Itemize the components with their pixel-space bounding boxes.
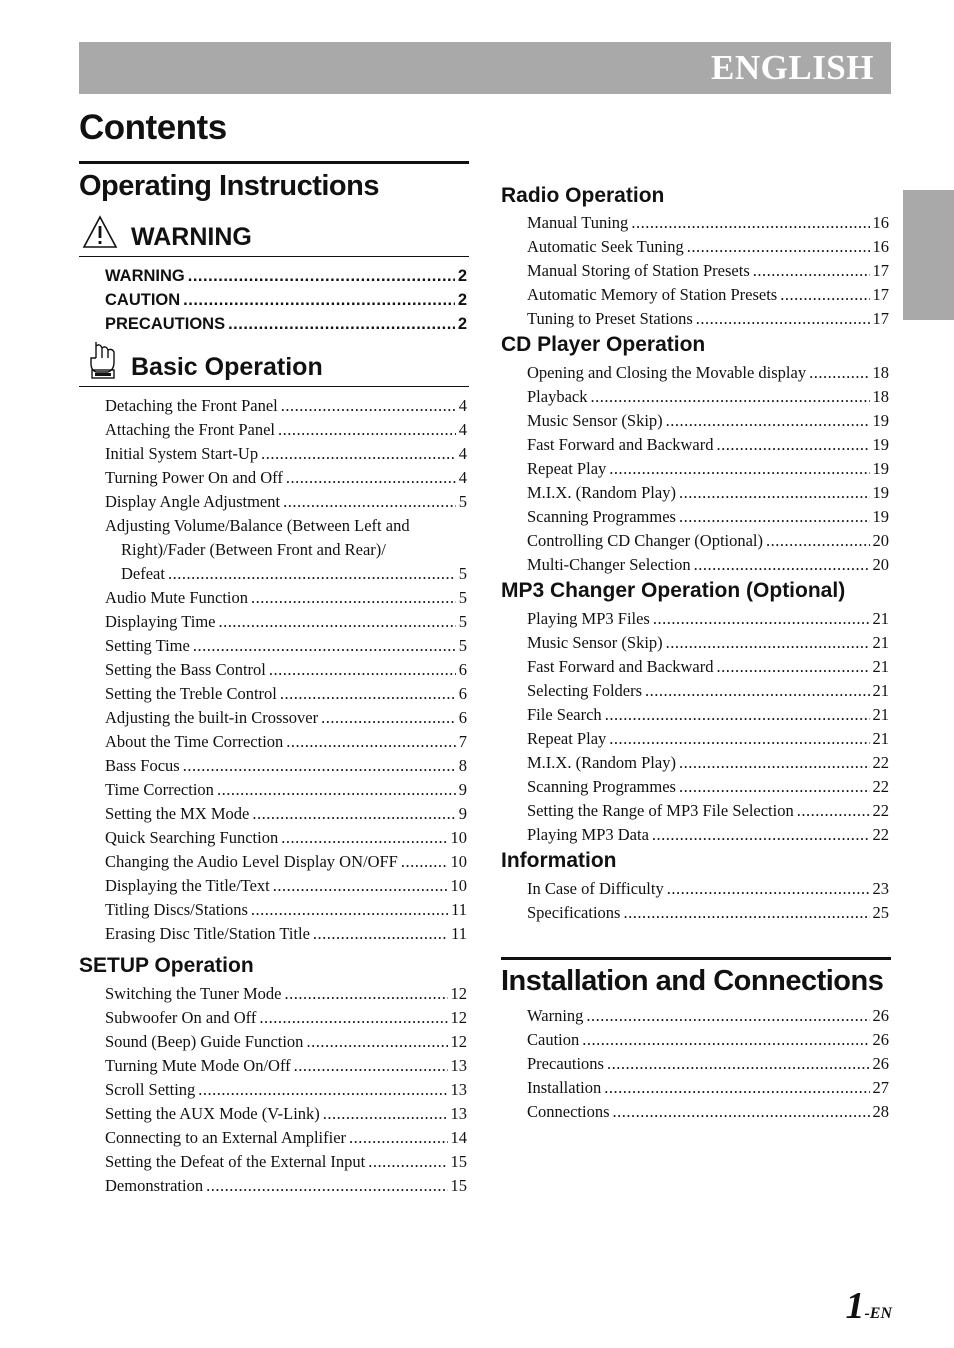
- toc-leader-dots: [286, 466, 456, 490]
- toc-entry-label: Switching the Tuner Mode: [105, 984, 282, 1003]
- toc-entry[interactable]: [105, 826, 467, 850]
- toc-entry[interactable]: [105, 288, 467, 312]
- toc-page-number: 22: [872, 801, 889, 820]
- installation-toc-list: [527, 1004, 889, 1124]
- toc-leader-dots: [259, 1006, 447, 1030]
- toc-leader-dots: [609, 457, 869, 481]
- section-rule: [79, 256, 469, 257]
- toc-page-number: 21: [872, 681, 889, 700]
- toc-entry[interactable]: [527, 283, 889, 307]
- toc-entry-label: Specifications: [527, 903, 621, 922]
- toc-leader-dots: [273, 874, 448, 898]
- toc-entry-label: Setting the AUX Mode (V-Link): [105, 1104, 320, 1123]
- setup-operation-title: SETUP Operation: [79, 954, 254, 977]
- toc-entry[interactable]: [105, 778, 467, 802]
- toc-entry-label: M.I.X. (Random Play): [527, 753, 676, 772]
- toc-page-number: 19: [872, 411, 889, 430]
- toc-page-number: 21: [872, 705, 889, 724]
- toc-page-number: 5: [458, 564, 467, 583]
- toc-page-number: 17: [872, 309, 889, 328]
- toc-page-number: 6: [458, 660, 467, 679]
- toc-entry[interactable]: [105, 1102, 467, 1126]
- toc-page-number: 17: [872, 285, 889, 304]
- toc-entry[interactable]: [105, 634, 467, 658]
- toc-leader-dots: [321, 706, 456, 730]
- toc-page-number: 13: [450, 1104, 467, 1123]
- toc-page-number: 22: [872, 777, 889, 796]
- toc-entry-label: Scanning Programmes: [527, 777, 676, 796]
- toc-entry-label: Opening and Closing the Movable display: [527, 363, 807, 382]
- toc-entry-label: Bass Focus: [105, 756, 180, 775]
- toc-page-number: 26: [872, 1054, 889, 1073]
- toc-entry-label: Erasing Disc Title/Station Title: [105, 924, 310, 943]
- toc-page-number: 20: [872, 531, 889, 550]
- toc-page-number: 15: [450, 1176, 467, 1195]
- toc-leader-dots: [623, 901, 869, 925]
- toc-leader-dots: [717, 655, 870, 679]
- toc-leader-dots: [251, 898, 448, 922]
- toc-entry-label: Sound (Beep) Guide Function: [105, 1032, 304, 1051]
- toc-entry-label: Controlling CD Changer (Optional): [527, 531, 764, 550]
- toc-page-number: 13: [450, 1056, 467, 1075]
- toc-entry-label: Subwoofer On and Off: [105, 1008, 257, 1027]
- toc-entry[interactable]: [105, 802, 467, 826]
- toc-entry-label: M.I.X. (Random Play): [527, 483, 676, 502]
- toc-entry[interactable]: [527, 385, 889, 409]
- toc-leader-dots: [797, 799, 870, 823]
- toc-entry-label: Installation: [527, 1078, 602, 1097]
- toc-entry[interactable]: [527, 799, 889, 823]
- toc-page-number: 13: [450, 1080, 467, 1099]
- section-rule: [79, 161, 469, 164]
- toc-entry[interactable]: [527, 235, 889, 259]
- toc-entry[interactable]: [105, 706, 467, 730]
- toc-leader-dots: [679, 775, 870, 799]
- toc-entry-label: Changing the Audio Level Display ON/OFF: [105, 852, 398, 871]
- toc-entry-label: Fast Forward and Backward: [527, 657, 714, 676]
- toc-page-number: 22: [872, 753, 889, 772]
- toc-page-number: 26: [872, 1006, 889, 1025]
- toc-entry[interactable]: [527, 259, 889, 283]
- toc-entry[interactable]: [527, 1052, 889, 1076]
- toc-leader-dots: [652, 823, 870, 847]
- toc-page-number: 12: [450, 1032, 467, 1051]
- toc-entry[interactable]: [527, 901, 889, 925]
- toc-leader-dots: [183, 754, 456, 778]
- section-rule: [501, 957, 891, 960]
- mp3-changer-operation-title: MP3 Changer Operation (Optional): [501, 579, 846, 602]
- toc-leader-dots: [280, 682, 456, 706]
- toc-entry-label: Music Sensor (Skip): [527, 633, 663, 652]
- toc-entry[interactable]: [105, 1054, 467, 1078]
- setup-toc-list: [105, 982, 467, 1198]
- information-toc-list: [527, 877, 889, 925]
- toc-page-number: 21: [872, 609, 889, 628]
- toc-entry[interactable]: [105, 264, 467, 288]
- toc-entry[interactable]: [527, 703, 889, 727]
- toc-entry-label: Adjusting the built-in Crossover: [105, 708, 319, 727]
- toc-leader-dots: [278, 418, 456, 442]
- toc-entry[interactable]: [527, 481, 889, 505]
- toc-page-number: 21: [872, 729, 889, 748]
- toc-page-number: 7: [458, 732, 467, 751]
- toc-page-number: 19: [872, 435, 889, 454]
- toc-entry[interactable]: [527, 679, 889, 703]
- toc-leader-dots: [206, 1174, 447, 1198]
- toc-entry[interactable]: [105, 312, 467, 336]
- toc-leader-dots: [667, 877, 870, 901]
- toc-leader-dots: [183, 288, 455, 312]
- toc-leader-dots: [401, 850, 448, 874]
- toc-entry-label: Titling Discs/Stations: [105, 900, 248, 919]
- toc-entry[interactable]: [527, 727, 889, 751]
- language-label: ENGLISH: [711, 48, 874, 87]
- basic-toc-multiline: [105, 514, 467, 586]
- toc-leader-dots: [217, 778, 456, 802]
- toc-leader-dots: [188, 264, 455, 288]
- toc-page-number: 23: [872, 879, 889, 898]
- toc-leader-dots: [313, 922, 448, 946]
- toc-page-number: 12: [450, 1008, 467, 1027]
- toc-entry[interactable]: [527, 607, 889, 631]
- toc-entry[interactable]: [527, 457, 889, 481]
- toc-leader-dots: [666, 631, 870, 655]
- toc-leader-dots: [582, 1028, 869, 1052]
- toc-leader-dots: [261, 442, 456, 466]
- basic-operation-title: Basic Operation: [131, 353, 323, 381]
- toc-entry-label: WARNING: [105, 267, 185, 285]
- toc-page-number: 20: [872, 555, 889, 574]
- toc-leader-dots: [281, 826, 447, 850]
- section-rule: [79, 386, 469, 387]
- toc-entry-label: Demonstration: [105, 1176, 204, 1195]
- toc-leader-dots: [281, 394, 456, 418]
- toc-entry[interactable]: [105, 1174, 467, 1198]
- hand-icon: [88, 340, 118, 380]
- toc-leader-dots: [679, 505, 870, 529]
- toc-leader-dots: [193, 634, 456, 658]
- toc-page-number: 21: [872, 657, 889, 676]
- toc-page-number: 4: [458, 444, 467, 463]
- toc-page-number: 8: [458, 756, 467, 775]
- toc-entry-label: Multi-Changer Selection: [527, 555, 691, 574]
- toc-leader-dots: [269, 658, 456, 682]
- toc-leader-dots: [717, 433, 870, 457]
- toc-page-number: 11: [451, 924, 467, 943]
- toc-leader-dots: [609, 727, 869, 751]
- toc-entry-label: Fast Forward and Backward: [527, 435, 714, 454]
- toc-entry-label: Automatic Memory of Station Presets: [527, 285, 778, 304]
- toc-entry-label: Tuning to Preset Stations: [527, 309, 693, 328]
- toc-leader-dots: [696, 307, 870, 331]
- toc-entry-label: Defeat: [121, 564, 165, 583]
- toc-entry[interactable]: [105, 466, 467, 490]
- toc-entry[interactable]: [105, 754, 467, 778]
- toc-page-number: 16: [872, 213, 889, 232]
- toc-page-number: 5: [458, 588, 467, 607]
- toc-entry[interactable]: [105, 1078, 467, 1102]
- toc-entry[interactable]: [105, 586, 467, 610]
- toc-page-number: 5: [458, 612, 467, 631]
- toc-entry-label: Attaching the Front Panel: [105, 420, 276, 439]
- radio-operation-title: Radio Operation: [501, 184, 665, 207]
- page-number: [845, 1284, 892, 1328]
- toc-page-number: 5: [458, 492, 467, 511]
- toc-leader-dots: [294, 1054, 448, 1078]
- toc-entry[interactable]: [527, 307, 889, 331]
- toc-entry-label: Adjusting Volume/Balance (Between Left and: [105, 516, 410, 535]
- toc-entry[interactable]: [105, 442, 467, 466]
- toc-entry[interactable]: [105, 730, 467, 754]
- toc-leader-dots: [252, 802, 455, 826]
- operating-instructions-title: Operating Instructions: [79, 170, 379, 202]
- toc-leader-dots: [168, 562, 456, 586]
- toc-entry-label: Displaying the Title/Text: [105, 876, 270, 895]
- toc-leader-dots: [604, 1076, 869, 1100]
- page-number-suffix: -EN: [864, 1305, 892, 1322]
- toc-page-number: 4: [458, 396, 467, 415]
- toc-entry-label: Automatic Seek Tuning: [527, 237, 684, 256]
- toc-entry[interactable]: [105, 394, 467, 418]
- toc-page-number: 25: [872, 903, 889, 922]
- toc-page-number: 18: [872, 363, 889, 382]
- toc-page-number: 18: [872, 387, 889, 406]
- toc-page-number: 12: [450, 984, 467, 1003]
- basic-toc-list: [105, 394, 467, 514]
- toc-leader-dots: [679, 751, 870, 775]
- toc-entry-label: Precautions: [527, 1054, 604, 1073]
- toc-entry-label: Playing MP3 Data: [527, 825, 649, 844]
- toc-page-number: 10: [450, 876, 467, 895]
- toc-page-number: 10: [450, 852, 467, 871]
- toc-entry-label: PRECAUTIONS: [105, 315, 226, 333]
- toc-page-number: 28: [872, 1102, 889, 1121]
- toc-leader-dots: [218, 610, 455, 634]
- toc-entry-label: Repeat Play: [527, 459, 607, 478]
- toc-entry[interactable]: [105, 850, 467, 874]
- toc-entry[interactable]: [105, 874, 467, 898]
- toc-leader-dots: [284, 982, 447, 1006]
- toc-entry[interactable]: [527, 211, 889, 235]
- toc-leader-dots: [613, 1100, 870, 1124]
- toc-leader-dots: [631, 211, 869, 235]
- toc-page-number: 4: [458, 420, 467, 439]
- toc-page-number: 19: [872, 483, 889, 502]
- information-title: Information: [501, 849, 617, 872]
- toc-entry-label: About the Time Correction: [105, 732, 284, 751]
- toc-page-number: 2: [457, 291, 467, 309]
- toc-entry[interactable]: [105, 658, 467, 682]
- toc-entry-label: Setting the MX Mode: [105, 804, 250, 823]
- toc-page-number: 2: [457, 267, 467, 285]
- mp3-toc-list: [527, 607, 889, 847]
- toc-entry-label: Music Sensor (Skip): [527, 411, 663, 430]
- warning-toc-list: [105, 264, 467, 336]
- toc-entry-label: CAUTION: [105, 291, 181, 309]
- language-header-bar: [79, 42, 891, 94]
- toc-entry-label: Scanning Programmes: [527, 507, 676, 526]
- toc-entry[interactable]: [105, 514, 467, 586]
- toc-leader-dots: [605, 703, 870, 727]
- warning-section-title: WARNING: [131, 223, 252, 251]
- toc-entry-label: Quick Searching Function: [105, 828, 279, 847]
- toc-page-number: 27: [872, 1078, 889, 1097]
- warning-triangle-icon: [82, 215, 118, 249]
- toc-entry[interactable]: [105, 1030, 467, 1054]
- toc-page-number: 21: [872, 633, 889, 652]
- toc-page-number: 19: [872, 459, 889, 478]
- toc-page-number: 22: [872, 825, 889, 844]
- toc-entry[interactable]: [105, 1006, 467, 1030]
- installation-connections-title: Installation and Connections: [501, 965, 884, 997]
- toc-leader-dots: [607, 1052, 870, 1076]
- toc-page-number: 26: [872, 1030, 889, 1049]
- toc-entry[interactable]: [527, 505, 889, 529]
- toc-page-number: 15: [450, 1152, 467, 1171]
- cd-toc-list: [527, 361, 889, 577]
- toc-page-number: 2: [457, 315, 467, 333]
- toc-entry-label: Caution: [527, 1030, 580, 1049]
- toc-entry[interactable]: [527, 631, 889, 655]
- toc-entry-label: Playing MP3 Files: [527, 609, 650, 628]
- toc-page-number: 17: [872, 261, 889, 280]
- toc-leader-dots: [228, 312, 455, 336]
- toc-leader-dots: [780, 283, 869, 307]
- toc-entry-label: Setting the Treble Control: [105, 684, 277, 703]
- toc-entry[interactable]: [527, 1076, 889, 1100]
- toc-entry-label: Turning Power On and Off: [105, 468, 283, 487]
- toc-entry[interactable]: [105, 490, 467, 514]
- toc-entry-label: File Search: [527, 705, 602, 724]
- toc-entry-label: Warning: [527, 1006, 584, 1025]
- toc-entry[interactable]: [527, 751, 889, 775]
- toc-entry-label: Scroll Setting: [105, 1080, 196, 1099]
- toc-entry-label: In Case of Difficulty: [527, 879, 664, 898]
- toc-entry-label: Manual Storing of Station Presets: [527, 261, 750, 280]
- page-number-value: 1: [845, 1285, 865, 1327]
- toc-leader-dots: [198, 1078, 447, 1102]
- toc-entry[interactable]: [527, 877, 889, 901]
- toc-entry-label: Initial System Start-Up: [105, 444, 259, 463]
- cd-player-operation-title: CD Player Operation: [501, 333, 706, 356]
- toc-entry[interactable]: [527, 409, 889, 433]
- toc-page-number: 5: [458, 636, 467, 655]
- toc-entry[interactable]: [527, 823, 889, 847]
- toc-page-number: 19: [872, 507, 889, 526]
- toc-leader-dots: [286, 730, 455, 754]
- toc-page-number: 9: [458, 804, 467, 823]
- toc-leader-dots: [809, 361, 869, 385]
- toc-leader-dots: [753, 259, 870, 283]
- toc-entry[interactable]: [105, 1150, 467, 1174]
- toc-entry-label: Selecting Folders: [527, 681, 643, 700]
- toc-page-number: 10: [450, 828, 467, 847]
- radio-toc-list: [527, 211, 889, 331]
- toc-leader-dots: [694, 553, 870, 577]
- toc-leader-dots: [349, 1126, 447, 1150]
- toc-entry-label: Displaying Time: [105, 612, 216, 631]
- toc-leader-dots: [590, 385, 869, 409]
- toc-page-number: 4: [458, 468, 467, 487]
- toc-leader-dots: [766, 529, 869, 553]
- toc-entry[interactable]: [527, 775, 889, 799]
- toc-entry[interactable]: [527, 1100, 889, 1124]
- toc-leader-dots: [687, 235, 870, 259]
- toc-entry-label: Setting Time: [105, 636, 190, 655]
- toc-leader-dots: [306, 1030, 447, 1054]
- side-thumb-tab: [903, 190, 954, 320]
- toc-page-number: 14: [450, 1128, 467, 1147]
- toc-leader-dots: [645, 679, 869, 703]
- toc-entry-label: Manual Tuning: [527, 213, 629, 232]
- toc-entry-label: Playback: [527, 387, 588, 406]
- toc-entry-label: Setting the Bass Control: [105, 660, 266, 679]
- toc-entry[interactable]: [105, 418, 467, 442]
- toc-entry-label: Repeat Play: [527, 729, 607, 748]
- toc-entry-label: Setting the Defeat of the External Input: [105, 1152, 366, 1171]
- toc-leader-dots: [679, 481, 870, 505]
- toc-entry[interactable]: [527, 655, 889, 679]
- toc-entry-label: Turning Mute Mode On/Off: [105, 1056, 291, 1075]
- toc-entry-label: Setting the Range of MP3 File Selection: [527, 801, 794, 820]
- toc-entry-label: Right)/Fader (Between Front and Rear)/: [121, 540, 386, 559]
- toc-leader-dots: [653, 607, 870, 631]
- toc-entry-label: Detaching the Front Panel: [105, 396, 278, 415]
- toc-entry[interactable]: [527, 433, 889, 457]
- toc-entry[interactable]: [105, 898, 467, 922]
- toc-entry-label: Connecting to an External Amplifier: [105, 1128, 347, 1147]
- toc-entry[interactable]: [105, 1126, 467, 1150]
- page-title: Contents: [79, 108, 227, 147]
- toc-page-number: 6: [458, 684, 467, 703]
- toc-leader-dots: [251, 586, 456, 610]
- toc-entry[interactable]: [527, 553, 889, 577]
- toc-entry[interactable]: [105, 922, 467, 946]
- toc-leader-dots: [283, 490, 456, 514]
- toc-entry[interactable]: [105, 982, 467, 1006]
- toc-leader-dots: [323, 1102, 448, 1126]
- toc-entry[interactable]: [527, 1028, 889, 1052]
- toc-leader-dots: [368, 1150, 447, 1174]
- toc-entry[interactable]: [105, 610, 467, 634]
- toc-entry[interactable]: [527, 529, 889, 553]
- toc-entry-label: Display Angle Adjustment: [105, 492, 281, 511]
- toc-page-number: 6: [458, 708, 467, 727]
- toc-entry[interactable]: [527, 1004, 889, 1028]
- toc-entry-label: Audio Mute Function: [105, 588, 248, 607]
- toc-entry[interactable]: [527, 361, 889, 385]
- toc-entry-label: Connections: [527, 1102, 610, 1121]
- toc-page-number: 9: [458, 780, 467, 799]
- toc-leader-dots: [586, 1004, 869, 1028]
- toc-page-number: 11: [451, 900, 467, 919]
- toc-leader-dots: [666, 409, 870, 433]
- toc-entry-label: Time Correction: [105, 780, 214, 799]
- toc-page-number: 16: [872, 237, 889, 256]
- basic-toc-list-continued: [105, 586, 467, 946]
- toc-entry[interactable]: [105, 682, 467, 706]
